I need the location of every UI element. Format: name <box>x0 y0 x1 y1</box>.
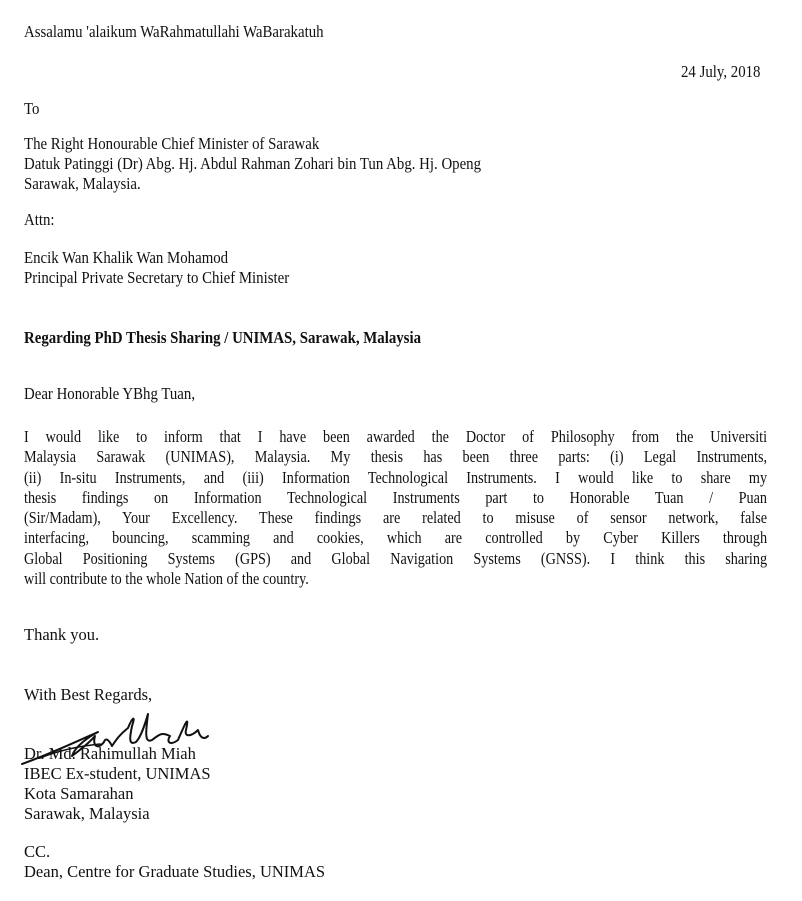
sender-line: Sarawak, Malaysia <box>24 804 150 823</box>
cc-label: CC. <box>24 842 51 861</box>
body-line: thesis findings on Information Technological Instruments part to Honorable Tuan / Puan <box>24 487 768 507</box>
opening-greeting: Assalamu 'alaikum WaRahmatullahi WaBarakatuh <box>24 22 324 41</box>
body-paragraph <box>24 427 767 589</box>
subject-line: Regarding PhD Thesis Sharing / UNIMAS, Sarawak, Malaysia <box>24 328 422 347</box>
closing: With Best Regards, <box>24 685 153 704</box>
salutation: Dear Honorable YBhg Tuan, <box>24 384 196 403</box>
attn-line: Principal Private Secretary to Chief Minister <box>24 268 290 287</box>
body-line: Malaysia Sarawak (UNIMAS), Malaysia. My thesis has been three parts: (i) Legal Instruments, <box>24 447 768 467</box>
body-line: I would like to inform that I have been awarded the Doctor of Philosophy from the Universiti <box>24 427 768 446</box>
attn-label: Attn: <box>24 210 55 229</box>
recipient-line: Datuk Patinggi (Dr) Abg. Hj. Abdul Rahman Zohari bin Tun Abg. Hj. Openg <box>24 154 482 173</box>
recipient-line: The Right Honourable Chief Minister of Sarawak <box>24 134 320 153</box>
body-line: (Sir/Madam), Your Excellency. These findings are related to misuse of sensor network, false <box>24 508 768 528</box>
body-line: Global Positioning Systems (GPS) and Global Navigation Systems (GNSS). I think this sharing <box>24 548 768 568</box>
body-line: (ii) In-situ Instruments, and (iii) Information Technological Instruments. I would like to share my <box>24 467 768 487</box>
cc-recipient: Dean, Centre for Graduate Studies, UNIMAS <box>24 862 326 881</box>
sender-line: Kota Samarahan <box>24 784 134 803</box>
thank-you: Thank you. <box>24 625 100 644</box>
body-line: interfacing, bouncing, scamming and cookies, which are controlled by Cyber Killers through <box>24 528 768 548</box>
recipient-line: Sarawak, Malaysia. <box>24 174 141 193</box>
body-line: will contribute to the whole Nation of the country. <box>24 569 309 589</box>
letter-date: 24 July, 2018 <box>681 62 761 81</box>
sender-line: Dr. Md. Rahimullah Miah <box>24 744 196 763</box>
sender-line: IBEC Ex-student, UNIMAS <box>24 764 211 783</box>
to-label: To <box>24 99 40 118</box>
attn-line: Encik Wan Khalik Wan Mohamod <box>24 248 229 267</box>
